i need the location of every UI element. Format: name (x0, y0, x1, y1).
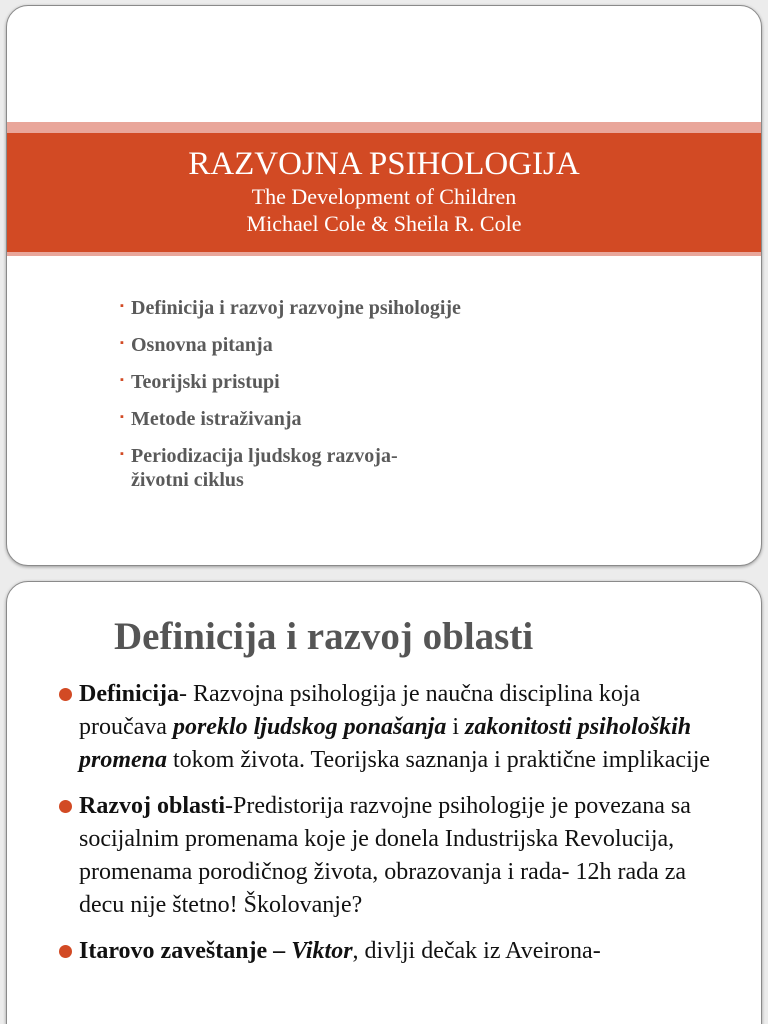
round-bullet-icon (59, 945, 72, 958)
round-bullet-icon (59, 688, 72, 701)
presentation-title: RAZVOJNA PSIHOLOGIJA (188, 146, 580, 182)
square-bullet-icon: ▪ (120, 337, 124, 349)
square-bullet-icon: ▪ (120, 411, 124, 423)
slide-definition (6, 581, 762, 1024)
book-title: The Development of Children (251, 184, 517, 209)
term-razvoj-oblasti: Razvoj oblasti (79, 793, 225, 819)
title-banner (7, 133, 761, 252)
paragraph-itard (55, 935, 715, 968)
emphasis-text: poreklo ljudskog ponašanja (172, 714, 447, 740)
body-text: , divlji dečak iz Aveirona- (352, 938, 601, 964)
square-bullet-icon: ▪ (120, 448, 124, 460)
topic-label: Metode istraživanja (131, 408, 302, 430)
slide-title (6, 5, 762, 566)
book-authors: Michael Cole & Sheila R. Cole (246, 211, 522, 236)
slide-body (55, 678, 715, 981)
list-item (119, 370, 461, 394)
title-accent-band (7, 122, 761, 133)
list-item (119, 296, 461, 320)
topic-list (119, 296, 461, 505)
body-text: - Razvojna psihologija je naučna disciplina koja proučava (79, 681, 641, 740)
title-accent-line (7, 252, 761, 256)
round-bullet-icon (59, 800, 72, 813)
body-text: tokom života. Teorijska saznanja i praktične implikacije (167, 747, 711, 773)
topic-label: Osnovna pitanja (131, 334, 273, 356)
term-definicija: Definicija (79, 681, 179, 707)
topic-label: Teorijski pristupi (131, 371, 280, 393)
emphasis-text: Viktor (291, 938, 353, 964)
body-text: -Predistorija razvojne psihologije je povezana sa socijalnim promenama koje je donela Industrijska Revolucija, promenama porodičnog života, obrazovanja i rada- 12h rada za decu nije štetno! Školovanje? (79, 793, 691, 918)
list-item (119, 444, 461, 492)
body-text: i (446, 714, 466, 740)
paragraph-definition (55, 678, 715, 777)
term-itarovo-zavestanje: Itarovo zaveštanje – (79, 938, 292, 964)
square-bullet-icon: ▪ (120, 374, 124, 386)
list-item (119, 407, 461, 431)
emphasis-text: zakonitosti psiholoških promena (79, 714, 692, 773)
slide-heading: Definicija i razvoj oblasti (114, 615, 534, 658)
paragraph-history (55, 790, 715, 922)
topic-label: Definicija i razvoj razvojne psihologije (131, 297, 461, 319)
square-bullet-icon: ▪ (120, 300, 124, 312)
list-item (119, 333, 461, 357)
topic-label: Periodizacija ljudskog razvoja- životni ciklus (131, 445, 398, 491)
